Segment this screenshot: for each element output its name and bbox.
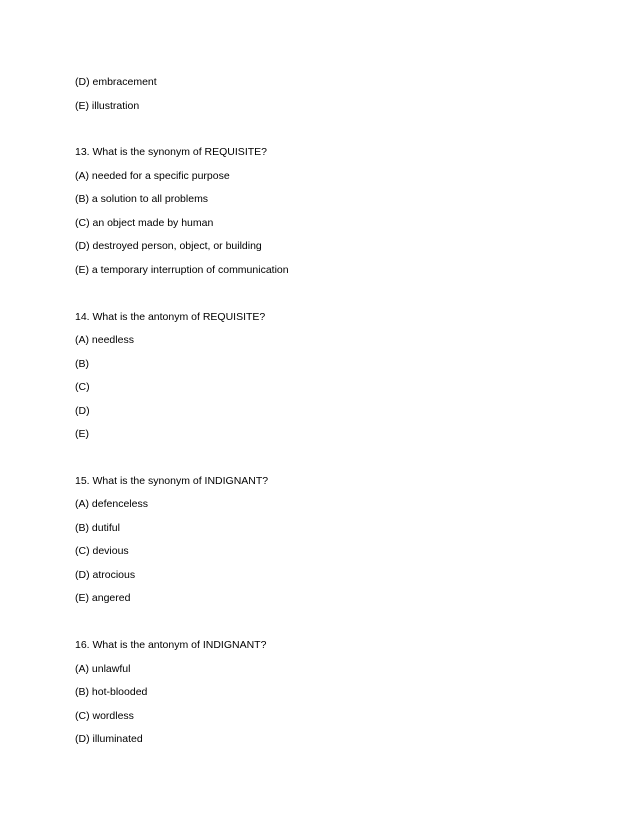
question-16: 16. What is the antonym of INDIGNANT? xyxy=(75,639,267,651)
q16-option-b: (B) hot-blooded xyxy=(75,686,148,698)
q14-option-d: (D) xyxy=(75,405,90,417)
option-d-embracement: (D) embracement xyxy=(75,76,157,88)
q16-option-d: (D) illuminated xyxy=(75,733,143,745)
q14-option-b: (B) xyxy=(75,358,89,370)
question-14: 14. What is the antonym of REQUISITE? xyxy=(75,311,266,323)
q13-option-c: (C) an object made by human xyxy=(75,217,214,229)
q14-option-a: (A) needless xyxy=(75,334,134,346)
q13-option-d: (D) destroyed person, object, or building xyxy=(75,240,262,252)
question-15: 15. What is the synonym of INDIGNANT? xyxy=(75,475,269,487)
q15-option-c: (C) devious xyxy=(75,545,129,557)
q16-option-c: (C) wordless xyxy=(75,710,134,722)
q15-option-b: (B) dutiful xyxy=(75,522,120,534)
q14-option-c: (C) xyxy=(75,381,90,393)
question-13: 13. What is the synonym of REQUISITE? xyxy=(75,146,267,158)
q14-option-e: (E) xyxy=(75,428,89,440)
q13-option-a: (A) needed for a specific purpose xyxy=(75,170,230,182)
q13-option-b: (B) a solution to all problems xyxy=(75,193,209,205)
q15-option-d: (D) atrocious xyxy=(75,569,136,581)
option-e-illustration: (E) illustration xyxy=(75,100,140,112)
q13-option-e: (E) a temporary interruption of communication xyxy=(75,264,289,276)
q15-option-a: (A) defenceless xyxy=(75,498,148,510)
q15-option-e: (E) angered xyxy=(75,592,131,604)
q16-option-a: (A) unlawful xyxy=(75,663,131,675)
